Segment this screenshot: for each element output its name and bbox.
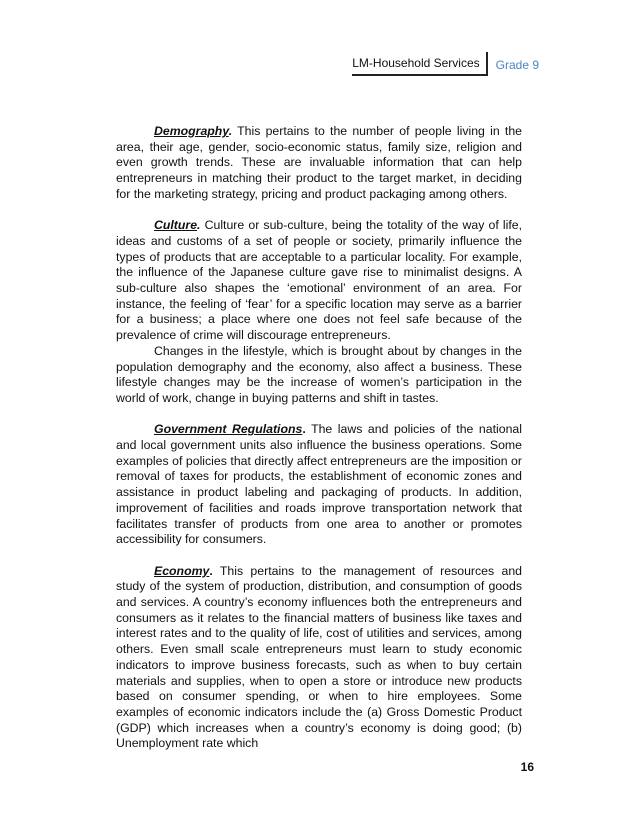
grade-label: Grade 9	[495, 58, 539, 72]
paragraph-demography: Demography. This pertains to the number of people living in the area, their age, gender, socio-economic status, family size, religion and even growth trends. These are invaluable information that can help entrepreneurs in matching their product to the target market, in deciding for the marketing strategy, pricing and product packaging among others.	[116, 124, 522, 201]
paragraph-lifestyle	[116, 344, 522, 407]
paragraph-culture: Culture. Culture or sub-culture, being the totality of the way of life, ideas and customs of a set of people or society, primarily influence the types of products that are acceptable to a particular locality. For example, the influence of the Japanese culture gave rise to minimalist designs. A sub-culture also shapes the ‘emotional’ environment of an area. For instance, the feeling of ‘fear’ for a specific location may serve as a barrier for a business; a place where one does not feel safe because of the prevalence of crime will discourage entrepreneurs.	[116, 218, 522, 343]
module-title: LM-Household Services	[352, 55, 485, 76]
paragraph-text: This pertains to the management of resources and study of the system of production, distribution, and consumption of goods and services. A country’s economy influences both the entrepreneurs and consumers as it relates to the financial matters of business like taxes and interest rates and to the quality of life, cost of utilities and services, among others. Even small scale entrepreneurs must learn to study economic indicators to improve business forecasts, such as when to buy certain materials and supplies, when to open a store or introduce new products based on consumer spending, or when to hire employees. Some examples of economic indicators include the (a) Gross Domestic Product (GDP) which increases when a country’s economy is doing good; (b) Unemployment rate which	[116, 563, 522, 751]
paragraph-text: Culture or sub-culture, being the totality of the way of life, ideas and customs of a set of people or society, primarily influence the types of products that are acceptable to a particular locality. For example, the influence of the Japanese culture gave rise to minimalist designs. A sub-culture also shapes the ‘emotional’ environment of an area. For instance, the feeling of ‘fear’ for a specific location may serve as a barrier for a business; a place where one does not feel safe because of the prevalence of crime will discourage entrepreneurs.	[116, 218, 522, 343]
page-header	[352, 52, 539, 76]
paragraph-text: Changes in the lifestyle, which is brought about by changes in the population demography and the economy, also affect a business. These lifestyle changes may be the increase of women’s participation in the world of work, change in buying patterns and shift in tastes.	[116, 343, 522, 405]
paragraph-text: This pertains to the number of people living in the area, their age, gender, socio-economic status, family size, religion and even growth trends. These are invaluable information that can help entrepreneurs in matching their product to the target market, in deciding for the marketing strategy, pricing and product packaging among others.	[116, 124, 522, 201]
term-economy: Economy	[154, 563, 210, 578]
term-demography: Demography	[154, 124, 229, 138]
term-culture: Culture	[154, 218, 198, 233]
body-text	[116, 124, 522, 752]
paragraph-government: Government Regulations. The laws and policies of the national and local government units also influence the business operations. Some examples of policies that directly affect entrepreneurs are the imposition or removal of taxes for products, the establishment of economic zones and assistance in product labeling and packaging of products. In addition, improvement of facilities and roads improve transportation network that facilitates transfer of products from one area to another or promotes accessibility for consumers.	[116, 422, 523, 547]
paragraph-text: The laws and policies of the national and local government units also influence the business operations. Some examples of policies that directly affect entrepreneurs are the imposition or removal of taxes for products, the establishment of economic zones and assistance in product labeling and packaging of products. In addition, improvement of facilities and roads improve transportation network that facilitates transfer of products from one area to another or promotes accessibility for consumers.	[116, 422, 523, 547]
paragraph-economy: Economy. This pertains to the management of resources and study of the system of production, distribution, and consumption of goods and services. A country’s economy influences both the entrepreneurs and consumers as it relates to the financial matters of business like taxes and interest rates and to the quality of life, cost of utilities and services, among others. Even small scale entrepreneurs must learn to study economic indicators to improve business forecasts, such as when to buy certain materials and supplies, when to open a store or introduce new products based on consumer spending, or when to hire employees. Some examples of economic indicators include the (a) Gross Domestic Product (GDP) which increases when a country’s economy is doing good; (b) Unemployment rate which	[116, 563, 522, 751]
term-government-regulations: Government Regulations	[154, 422, 303, 437]
page-number: 16	[520, 760, 534, 774]
